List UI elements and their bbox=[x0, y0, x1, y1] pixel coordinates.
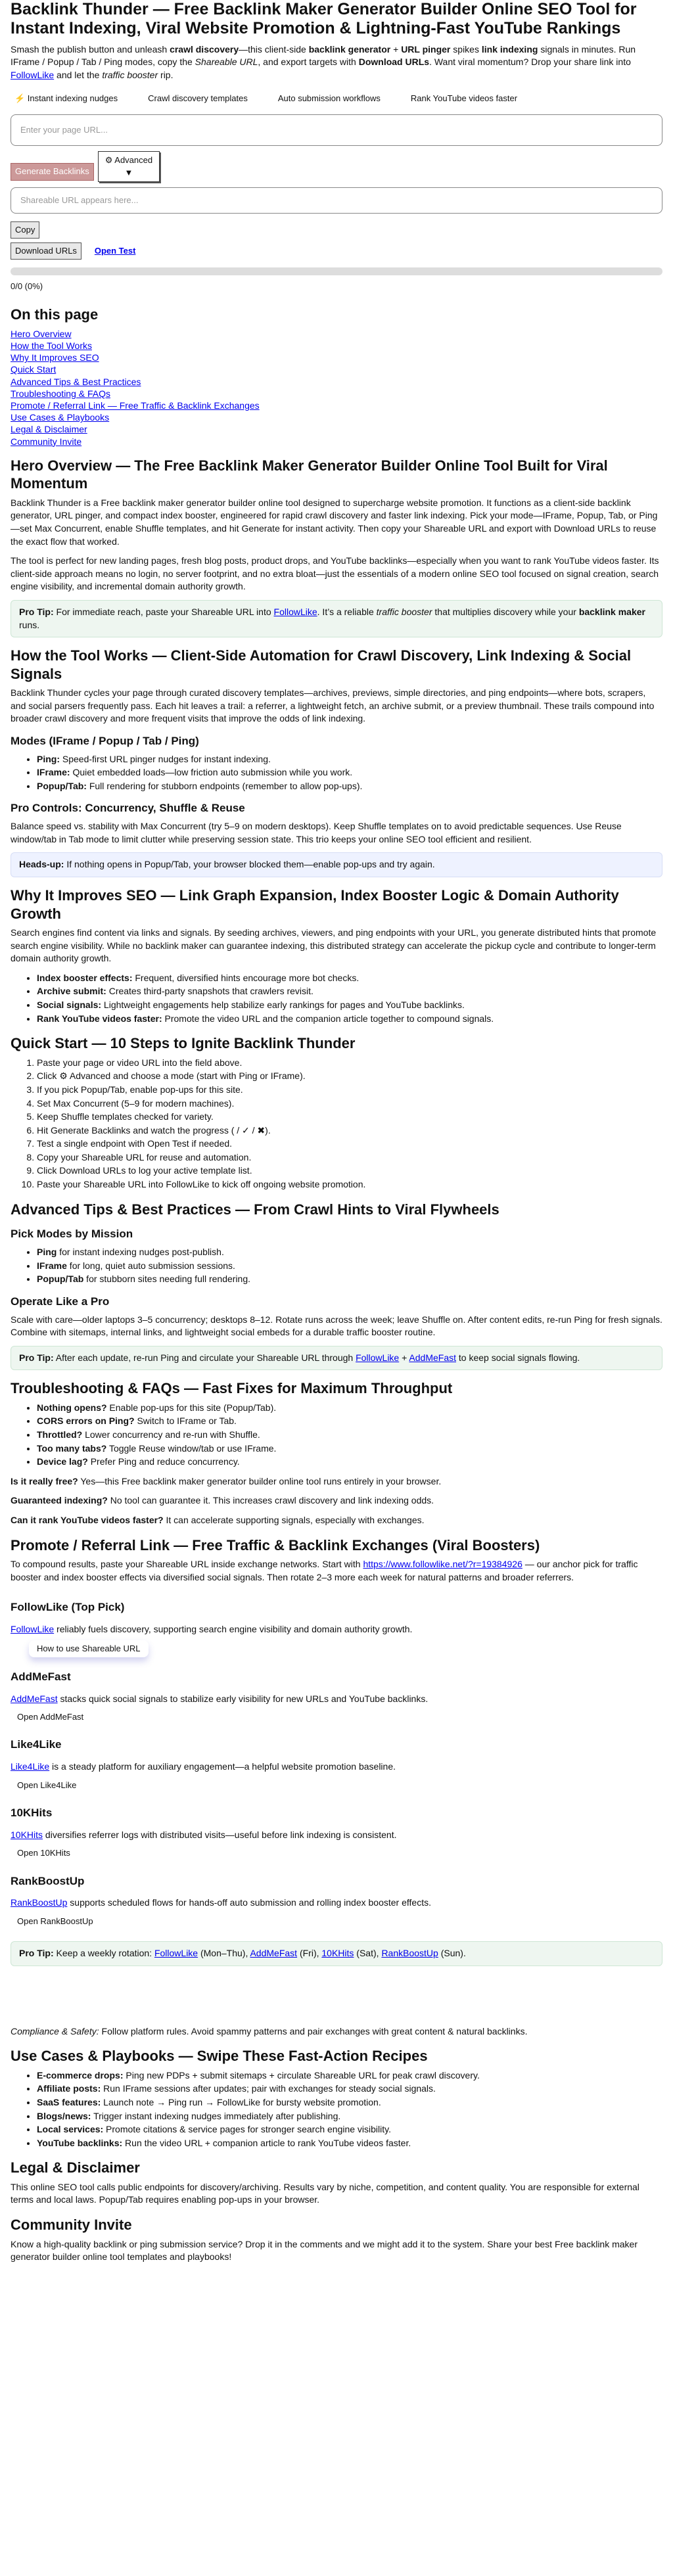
list-item: 9. Click Download URLs to log your active template list. bbox=[37, 1164, 662, 1178]
paragraph: Backlink Thunder is a Free backlink maker generator builder online tool designed to supercharge website promotion. It functions as a client-side backlink generator, URL pinger, and compact index booster, engineered for rapid crawl discovery and faster link indexing. Pick your mode—IFrame, Popup, Tab, or Ping—set Max Concurrent, enable Shuffle templates, and hit Generate for instant activity. Then copy your Shareable URL and export with Download URLs to reuse the exact flow that worked. bbox=[11, 497, 658, 547]
exchange-card bbox=[11, 1805, 662, 1862]
chip: Auto submission workflows bbox=[277, 93, 381, 104]
list-item: • Ping for instant indexing nudges post-publish. bbox=[37, 1246, 662, 1259]
section-heading-advanced: Advanced Tips & Best Practices — From Crawl Hints to Viral Flywheels bbox=[11, 1201, 499, 1218]
card-title: 10KHits bbox=[11, 1806, 53, 1819]
list-item: • Ping: Speed-first URL pinger nudges for instant indexing. bbox=[37, 753, 662, 766]
generate-backlinks-button[interactable]: Generate Backlinks bbox=[11, 163, 94, 180]
paragraph: Backlink Thunder cycles your page through curated discovery templates—archives, previews, simple directories, and ping endpoints—where bots, scrapers, and social parsers frequently pass. Each hit leaves a trail: a referrer, a lightweight fetch, an archive submit, or a preview thumbnail. These trails compound into broader crawl discovery and more frequent visits that improve the odds of link indexing. bbox=[11, 687, 655, 724]
paragraph: Scale with care—older laptops 3–5 concurrency; desktops 8–12. Rotate runs across the week; leave Shuffle on. After content edits, re-run Ping for fresh signals. Combine with sitemaps, internal links, and lightweight social embeds for a durable traffic booster routine. bbox=[11, 1314, 662, 1338]
list-item: 3. If you pick Popup/Tab, enable pop-ups for this site. bbox=[37, 1084, 662, 1097]
list-item: • Affiliate posts: Run IFrame sessions after updates; pair with exchanges for steady social signals. bbox=[37, 2082, 662, 2096]
section-heading-why: Why It Improves SEO — Link Graph Expansion, Index Booster Logic & Domain Authority Growth bbox=[11, 887, 619, 922]
10khits-link[interactable]: 10KHits bbox=[321, 1948, 354, 1959]
card-text: RankBoostUp supports scheduled flows for hands-off auto submission and rolling index booster effects. bbox=[11, 1897, 431, 1908]
paragraph: Know a high-quality backlink or ping submission service? Drop it in the comments and we might add it to the system. Share your best Free backlink maker generator builder online tool templates and playbooks! bbox=[11, 2238, 638, 2263]
page-title: Backlink Thunder — Free Backlink Maker Generator Builder Online SEO Tool for Instant Indexing, Viral Website Promotion & Lightning-Fast YouTube Rankings bbox=[11, 0, 637, 37]
followlike-link[interactable]: FollowLike bbox=[154, 1948, 198, 1959]
section-heading-quick-start: Quick Start — 10 Steps to Ignite Backlink Thunder bbox=[11, 1035, 356, 1052]
toc-link[interactable]: Promote / Referral Link — Free Traffic & Backlink Exchanges bbox=[11, 400, 260, 411]
followlike-link[interactable]: FollowLike bbox=[11, 69, 55, 80]
pro-tip-box: Pro Tip: After each update, re-run Ping and circulate your Shareable URL through FollowLike + AddMeFast to keep social signals flowing. bbox=[11, 1346, 662, 1371]
use-cases-list bbox=[11, 2069, 662, 2150]
open-test-link[interactable]: Open Test bbox=[94, 246, 136, 256]
list-item: • Blogs/news: Trigger instant indexing nudges immediately after publishing. bbox=[37, 2110, 662, 2123]
subheading-operate: Operate Like a Pro bbox=[11, 1295, 110, 1308]
exchange-card bbox=[11, 1599, 662, 1657]
open-10khits-button[interactable]: Open 10KHits bbox=[17, 1848, 70, 1858]
addmefast-link[interactable]: AddMeFast bbox=[11, 1693, 58, 1704]
list-item: • CORS errors on Ping? Switch to IFrame or Tab. bbox=[37, 1415, 662, 1428]
list-item: 7. Test a single endpoint with Open Test if needed. bbox=[37, 1138, 662, 1151]
advanced-label: ⚙ Advanced bbox=[104, 155, 153, 166]
chevron-down-icon: ▼ bbox=[124, 167, 133, 177]
chip: Crawl discovery templates bbox=[148, 93, 248, 104]
open-rankboostup-button[interactable]: Open RankBoostUp bbox=[17, 1916, 93, 1926]
faq-item: Is it really free? Yes—this Free backlink maker generator builder online tool runs entirely in your browser. bbox=[11, 1475, 442, 1486]
advanced-toggle-button[interactable] bbox=[98, 151, 160, 181]
list-item: • Popup/Tab for stubborn sites needing full rendering. bbox=[37, 1273, 662, 1286]
subheading-pick-modes: Pick Modes by Mission bbox=[11, 1228, 133, 1241]
section-heading-overview: Hero Overview — The Free Backlink Maker Generator Builder Online Tool Built for Viral Momentum bbox=[11, 457, 608, 492]
paragraph: The tool is perfect for new landing pages, fresh blog posts, product drops, and YouTube backlinks—especially when you want to rank YouTube videos faster. Its client-side approach means no login, no server footprint, and no extra bloat—just the essentials of a modern online SEO tool focused on signal creation, search engine visibility, and incremental domain authority growth. bbox=[11, 555, 659, 592]
exchange-card bbox=[11, 1737, 662, 1793]
toc-link[interactable]: Why It Improves SEO bbox=[11, 352, 99, 363]
open-addmefast-button[interactable]: Open AddMeFast bbox=[17, 1712, 84, 1722]
why-list bbox=[11, 972, 662, 1025]
toc-link[interactable]: Use Cases & Playbooks bbox=[11, 412, 110, 423]
table-of-contents bbox=[11, 328, 662, 448]
list-item: 6. Hit Generate Backlinks and watch the progress ( / ✓ / ✖). bbox=[37, 1124, 662, 1138]
progress-bar bbox=[11, 267, 662, 275]
list-item: • Nothing opens? Enable pop-ups for this site (Popup/Tab). bbox=[37, 1402, 662, 1415]
exchange-card bbox=[11, 1874, 662, 1930]
paragraph: To compound results, paste your Shareable URL inside exchange networks. Start with https://www.followlike.net/?r=19384926 — our anchor pick for traffic booster and index booster effects via diversified social signals. Then rotate 2–3 more each week for natural patterns and broader referrers. bbox=[11, 1559, 638, 1582]
faq-item: Can it rank YouTube videos faster? It can accelerate supporting signals, especially with exchanges. bbox=[11, 1514, 425, 1525]
section-heading-community: Community Invite bbox=[11, 2217, 132, 2234]
toc-link[interactable]: Quick Start bbox=[11, 364, 57, 375]
list-item: 5. Keep Shuffle templates checked for variety. bbox=[37, 1111, 662, 1124]
chip: Rank YouTube videos faster bbox=[410, 93, 518, 104]
compliance-note: Compliance & Safety: Follow platform rules. Avoid spammy patterns and pair exchanges with great content & natural backlinks. bbox=[11, 2025, 528, 2036]
card-title: RankBoostUp bbox=[11, 1874, 85, 1887]
list-item: • Too many tabs? Toggle Reuse window/tab or use IFrame. bbox=[37, 1442, 662, 1456]
list-item: 10. Paste your Shareable URL into FollowLike to kick off ongoing website promotion. bbox=[37, 1178, 662, 1191]
list-item: • Rank YouTube videos faster: Promote the video URL and the companion article together to compound signals. bbox=[37, 1013, 662, 1026]
addmefast-link[interactable]: AddMeFast bbox=[409, 1352, 456, 1363]
exchange-card bbox=[11, 1669, 662, 1726]
card-title: FollowLike (Top Pick) bbox=[11, 1601, 125, 1614]
pro-tip-box: Pro Tip: Keep a weekly rotation: FollowLike (Mon–Thu), AddMeFast (Fri), 10KHits (Sat), RankBoostUp (Sun). bbox=[11, 1941, 662, 1966]
list-item: 1. Paste your page or video URL into the field above. bbox=[37, 1057, 662, 1070]
card-title: AddMeFast bbox=[11, 1670, 71, 1683]
section-heading-promote: Promote / Referral Link — Free Traffic & Backlink Exchanges (Viral Boosters) bbox=[11, 1536, 540, 1553]
toc-link[interactable]: Hero Overview bbox=[11, 328, 72, 339]
list-item: • Local services: Promote citations & service pages for stronger search engine visibility. bbox=[37, 2123, 662, 2136]
referral-link[interactable]: https://www.followlike.net/?r=19384926 bbox=[363, 1559, 522, 1570]
progress-text: 0/0 (0%) bbox=[11, 281, 43, 292]
heads-up-box: Heads-up: If nothing opens in Popup/Tab, your browser blocked them—enable pop-ups and try again. bbox=[11, 852, 662, 877]
rankboostup-link[interactable]: RankBoostUp bbox=[11, 1897, 68, 1908]
shareable-url-field[interactable]: Shareable URL appears here... bbox=[11, 187, 662, 214]
card-title: Like4Like bbox=[11, 1738, 62, 1751]
list-item: • Social signals: Lightweight engagements help stabilize early rankings for pages and YouTube backlinks. bbox=[37, 999, 662, 1012]
copy-button[interactable]: Copy bbox=[11, 221, 39, 239]
section-heading-how: How the Tool Works — Client-Side Automation for Crawl Discovery, Link Indexing & Social Signals bbox=[11, 647, 632, 682]
section-heading-use-cases: Use Cases & Playbooks — Swipe These Fast-Action Recipes bbox=[11, 2048, 428, 2065]
chip: ⚡ Instant indexing nudges bbox=[14, 93, 118, 104]
card-text: Like4Like is a steady platform for auxiliary engagement—a helpful website promotion baseline. bbox=[11, 1761, 396, 1772]
hero-intro: Smash the publish button and unleash crawl discovery—this client-side backlink generator + URL pinger spikes link indexing signals in minutes. Run IFrame / Popup / Tab / Ping modes, copy the Shareable URL, and export targets with Download URLs. Want viral momentum? Drop your share link into FollowLike and let the traffic booster rip. bbox=[11, 43, 636, 80]
list-item: • Popup/Tab: Full rendering for stubborn endpoints (remember to allow pop-ups). bbox=[37, 780, 662, 793]
section-heading-legal: Legal & Disclaimer bbox=[11, 2159, 140, 2176]
toc-link[interactable]: Community Invite bbox=[11, 436, 82, 447]
rankboostup-link[interactable]: RankBoostUp bbox=[381, 1948, 438, 1959]
like4like-link[interactable]: Like4Like bbox=[11, 1761, 50, 1772]
list-item: • Device lag? Prefer Ping and reduce concurrency. bbox=[37, 1456, 662, 1469]
toc-link[interactable]: Legal & Disclaimer bbox=[11, 424, 87, 435]
list-item: • SaaS features: Launch note → Ping run → FollowLike for bursty website promotion. bbox=[37, 2096, 662, 2109]
url-input[interactable]: Enter your page URL... bbox=[11, 114, 662, 146]
pro-tip-box: Pro Tip: For immediate reach, paste your Shareable URL into FollowLike. It’s a reliable traffic booster that multiplies discovery while your backlink maker runs. bbox=[11, 600, 662, 637]
list-item: • YouTube backlinks: Run the video URL + companion article to rank YouTube videos faster. bbox=[37, 2137, 662, 2150]
card-text: FollowLike reliably fuels discovery, supporting search engine visibility and domain authority growth. bbox=[11, 1624, 413, 1635]
toc-link[interactable]: How the Tool Works bbox=[11, 340, 92, 352]
list-item: • Index booster effects: Frequent, diversified hints encourage more bot checks. bbox=[37, 972, 662, 985]
list-item: 4. Set Max Concurrent (5–9 for modern machines). bbox=[37, 1097, 662, 1111]
list-item: • IFrame for long, quiet auto submission sessions. bbox=[37, 1260, 662, 1273]
how-to-use-button[interactable]: How to use Shareable URL bbox=[29, 1640, 149, 1657]
list-item: • IFrame: Quiet embedded loads—low friction auto submission while you work. bbox=[37, 766, 662, 779]
card-text: AddMeFast stacks quick social signals to stabilize early visibility for new URLs and YouTube backlinks. bbox=[11, 1693, 429, 1704]
followlike-link[interactable]: FollowLike bbox=[356, 1352, 400, 1363]
list-item: • Archive submit: Creates third-party snapshots that crawlers revisit. bbox=[37, 985, 662, 998]
list-item: • E-commerce drops: Ping new PDPs + submit sitemaps + circulate Shareable URL for peak crawl discovery. bbox=[37, 2069, 662, 2082]
faq-item: Guaranteed indexing? No tool can guarantee it. This increases crawl discovery and link indexing odds. bbox=[11, 1495, 434, 1506]
followlike-link[interactable]: FollowLike bbox=[11, 1624, 55, 1635]
paragraph: This online SEO tool calls public endpoints for discovery/archiving. Results vary by niche, competition, and content quality. You are responsible for external terms and local laws. Popup/Tab requires enabling pop-ups in your browser. bbox=[11, 2181, 639, 2205]
paragraph: Search engines find content via links and signals. By seeding archives, viewers, and ping endpoints with your URL, you generate distributed hints that promote search engine visibility. While no backlink maker can guarantee indexing, this distributed strategy can accelerate the pickup cycle and contribute to longer-term domain authority growth. bbox=[11, 927, 657, 964]
followlike-link[interactable]: FollowLike bbox=[273, 606, 317, 617]
toc-link[interactable]: Advanced Tips & Best Practices bbox=[11, 376, 141, 387]
open-like4like-button[interactable]: Open Like4Like bbox=[17, 1780, 77, 1790]
10khits-link[interactable]: 10KHits bbox=[11, 1829, 43, 1840]
feature-chips bbox=[11, 91, 662, 106]
list-item: • Throttled? Lower concurrency and re-run with Shuffle. bbox=[37, 1429, 662, 1442]
troubleshooting-list bbox=[11, 1402, 662, 1469]
toc-heading: On this page bbox=[11, 306, 99, 323]
paragraph: Balance speed vs. stability with Max Concurrent (try 5–9 on modern desktops). Keep Shuffle templates on to avoid predictable sequences. Use Reuse window/tab in Tab mode to limit clutter while preserving session state. This trio keeps your online SEO tool efficient and resilient. bbox=[11, 821, 622, 844]
addmefast-link[interactable]: AddMeFast bbox=[250, 1948, 298, 1959]
toc-link[interactable]: Troubleshooting & FAQs bbox=[11, 388, 111, 399]
card-text: 10KHits diversifies referrer logs with distributed visits—useful before link indexing is consistent. bbox=[11, 1829, 397, 1840]
list-item: 8. Copy your Shareable URL for reuse and automation. bbox=[37, 1151, 662, 1164]
section-heading-troubleshooting: Troubleshooting & FAQs — Fast Fixes for Maximum Throughput bbox=[11, 1380, 453, 1397]
modes-list bbox=[11, 753, 662, 793]
subheading-modes: Modes (IFrame / Popup / Tab / Ping) bbox=[11, 734, 199, 747]
list-item: 2. Click ⚙ Advanced and choose a mode (start with Ping or IFrame). bbox=[37, 1070, 662, 1083]
download-urls-button[interactable]: Download URLs bbox=[11, 242, 81, 260]
subheading-pro-controls: Pro Controls: Concurrency, Shuffle & Reuse bbox=[11, 802, 245, 815]
pick-modes-list bbox=[11, 1246, 662, 1286]
quick-start-steps bbox=[11, 1057, 662, 1191]
